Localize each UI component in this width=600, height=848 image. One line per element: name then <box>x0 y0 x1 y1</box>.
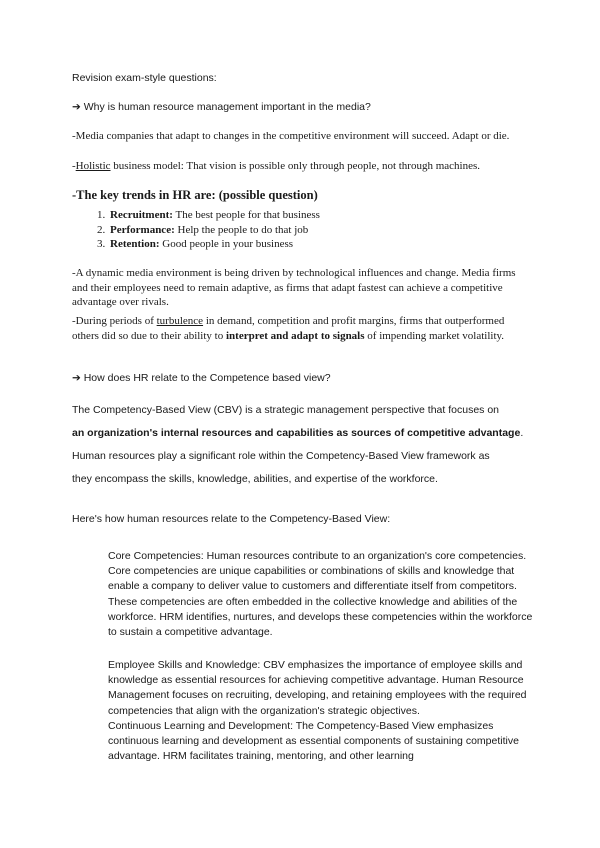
cbv-line-1: The Competency-Based View (CBV) is a strategic management perspective that focuses on <box>72 404 500 416</box>
cbv-line-2-end: . <box>520 427 524 439</box>
media-adapt-paragraph: -Media companies that adapt to changes in the competitive environment will succeed. Adapt or die. <box>72 130 510 142</box>
turbulence-mid: in demand, competition and profit margins, firms that outperformed others did so due to their ability to <box>72 315 505 342</box>
holistic-term: Holistic <box>75 160 111 172</box>
turbulence-bold: interpret and adapt to signals <box>225 329 365 342</box>
trend-label: Performance: <box>110 223 175 236</box>
trend-text: Good people in your business <box>159 238 294 250</box>
page-title: Revision exam-style questions: <box>72 72 217 84</box>
turbulence-post: of impending market volatility. <box>364 329 505 342</box>
employee-skills-paragraph: Employee Skills and Knowledge: CBV emphasizes the importance of employee skills and knowledge as essential resources for achieving competitive advantage. Human Resource Management focuses on recruiting, developing, and retaining employees with the required competencies that align with the organization's strategic objectives. <box>108 659 527 717</box>
trend-text: Help the people to do that job <box>174 223 309 236</box>
question-1: ➔ Why is human resource management important in the media? <box>72 101 371 113</box>
trend-label: Recruitment: <box>110 209 173 221</box>
dynamic-paragraph: -A dynamic media environment is being driven by technological influences and change. Media firms and their employees need to remain adaptive, as firms that adapt fastest can achieve a competitive advantage over rivals. <box>72 267 516 308</box>
trend-label: Retention: <box>110 238 160 250</box>
trend-item <box>108 208 538 223</box>
continuous-learning-paragraph: Continuous Learning and Development: The Competency-Based View emphasizes continuous learning and development as essential components of sustaining competitive advantage. HRM facilitates training, mentoring, and other learning <box>108 720 519 763</box>
cbv-bold-phrase: an organization's internal resources and capabilities as sources of competitive advantage <box>72 427 521 439</box>
cbv-line-2 <box>72 427 523 439</box>
heres-intro: Here's how human resources relate to the Competency-Based View: <box>72 513 391 525</box>
question-2: ➔ How does HR relate to the Competence based view? <box>72 372 331 384</box>
turbulence-pre: -During periods of <box>72 315 157 327</box>
holistic-paragraph <box>72 159 532 174</box>
trend-item <box>108 237 538 252</box>
trend-item <box>108 223 538 238</box>
trend-text: The best people for that business <box>172 209 320 221</box>
hr-line-2: they encompass the skills, knowledge, abilities, and expertise of the workforce. <box>72 473 438 485</box>
trends-heading: -The key trends in HR are: (possible question) <box>72 188 318 202</box>
holistic-prefix: - <box>72 160 76 172</box>
hr-line-1: Human resources play a significant role within the Competency-Based View framework as <box>72 450 490 462</box>
trends-list <box>72 208 538 252</box>
core-competencies-paragraph: Core Competencies: Human resources contribute to an organization's core competencies. Core competencies are unique capabilities or combinations of skills and knowledge that enable a company to deliver value to customers and differentiate itself from competitors. These competencies are often embedded in the collective knowledge and abilities of the workforce. HRM identifies, nurtures, and develops these competencies within the workforce to sustain a competitive advantage. <box>108 550 533 639</box>
turbulence-term: turbulence <box>156 315 204 327</box>
holistic-rest: business model: That vision is possible only through people, not through machines. <box>110 160 481 172</box>
turbulence-paragraph <box>72 314 532 343</box>
